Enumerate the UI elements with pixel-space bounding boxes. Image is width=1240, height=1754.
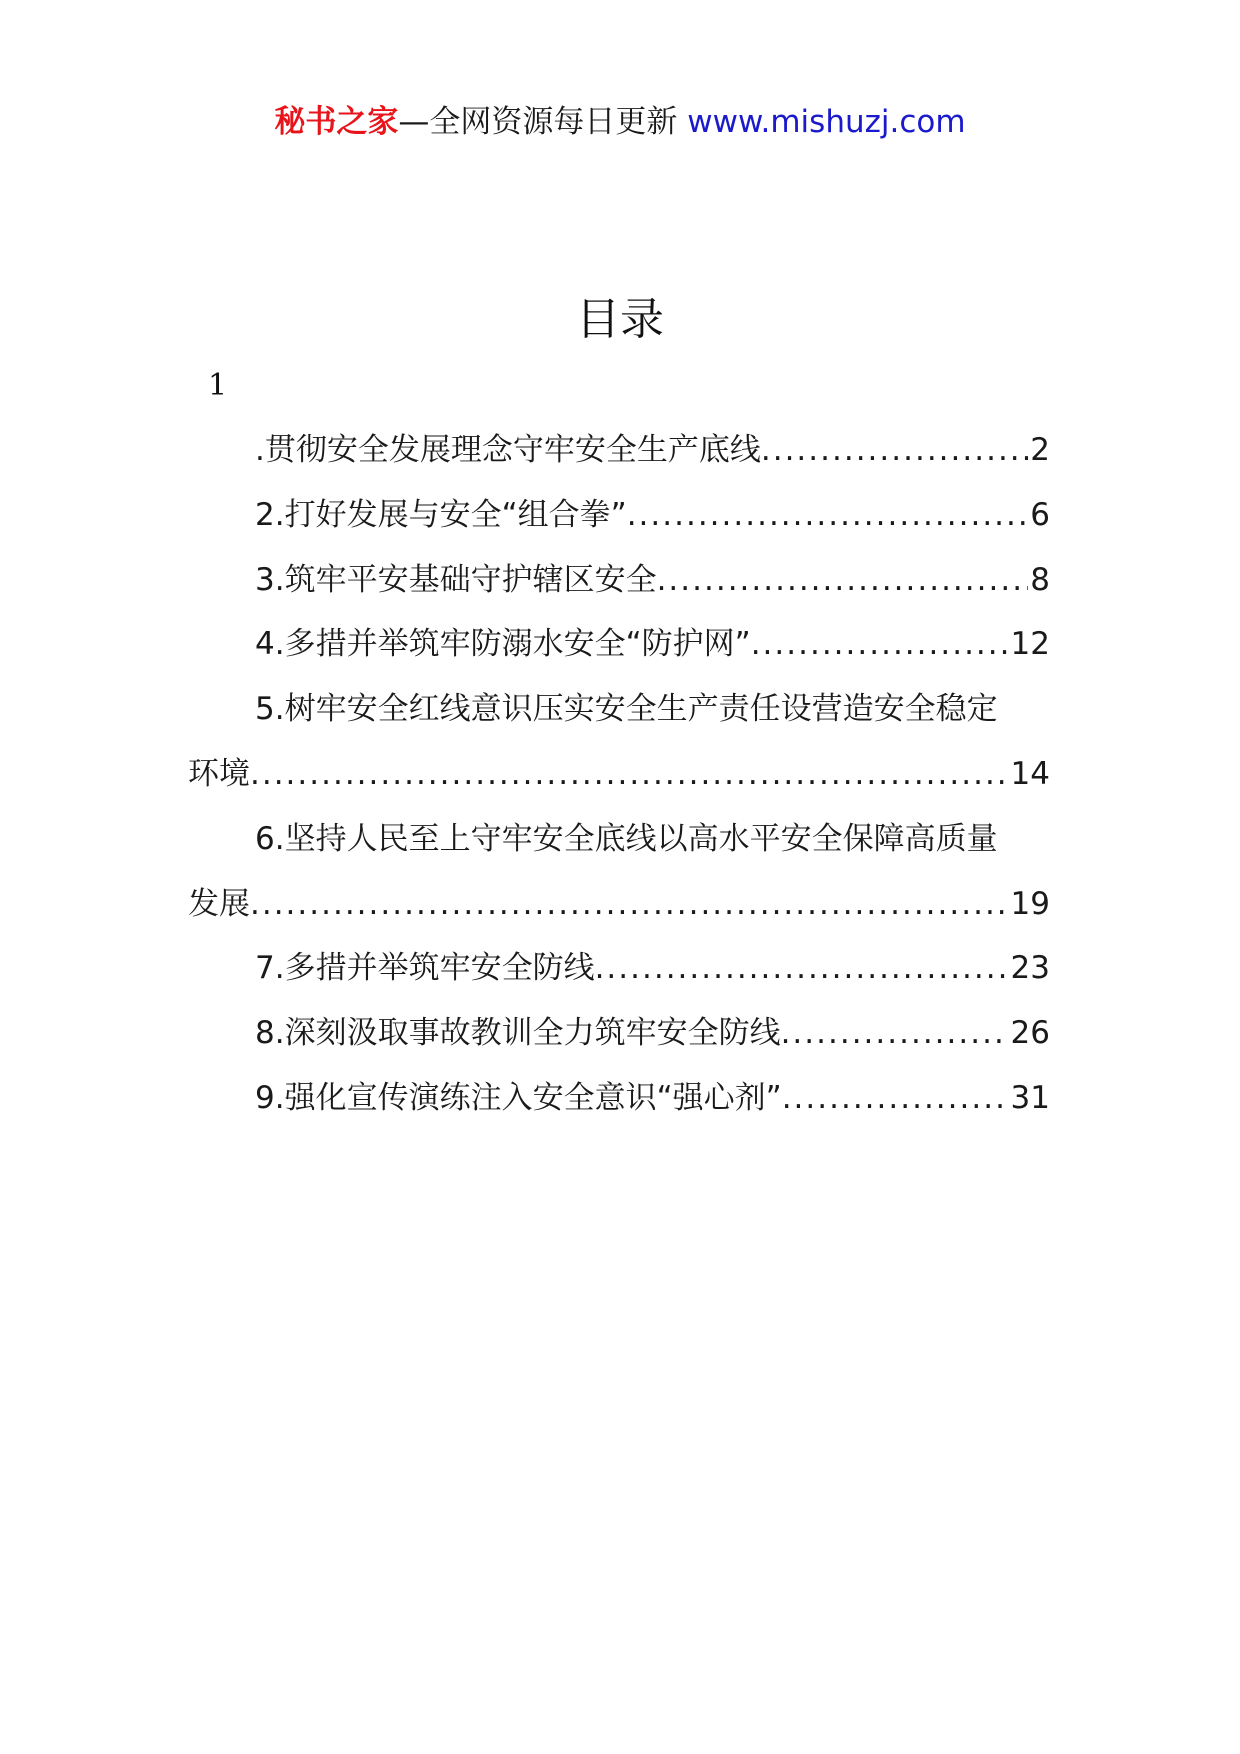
toc-entry-title-continuation: 发展 — [188, 885, 250, 922]
toc-entry-title: 7.多措并举筑牢安全防线 — [255, 950, 595, 987]
toc-leader-dots — [627, 483, 1029, 548]
toc-entry-7[interactable] — [188, 936, 1050, 1001]
toc-entry-title: 6.坚持人民至上守牢安全底线以高水平安全保障高质量 — [255, 820, 998, 857]
site-url-link[interactable]: www.mishuzj.com — [687, 104, 966, 140]
toc-entry-page: 14 — [1010, 755, 1050, 792]
toc-entry-title: .贯彻安全发展理念守牢安全生产底线 — [255, 432, 761, 468]
toc-entry-page: 26 — [1010, 1015, 1050, 1052]
toc-entry-1[interactable] — [188, 418, 1050, 483]
table-of-contents — [188, 418, 1050, 1131]
toc-leader-dots — [657, 548, 1029, 613]
banner-slogan: —全网资源每日更新 — [398, 104, 678, 140]
toc-entry-4[interactable] — [188, 612, 1050, 677]
toc-entry-5[interactable] — [188, 677, 1050, 742]
toc-entry-2[interactable] — [188, 483, 1050, 548]
toc-entry-page: 31 — [1010, 1079, 1050, 1116]
toc-entry-page: 19 — [1010, 885, 1050, 922]
stray-page-number: 1 — [208, 368, 228, 403]
toc-entry-title: 5.树牢安全红线意识压实安全生产责任设营造安全稳定 — [255, 691, 998, 728]
toc-entry-title: 4.多措并举筑牢防溺水安全“防护网” — [255, 626, 751, 663]
brand-name: 秘书之家 — [274, 104, 399, 140]
toc-entry-page: 6 — [1030, 496, 1050, 533]
toc-leader-dots — [250, 872, 1009, 937]
toc-entry-9[interactable] — [188, 1066, 1050, 1131]
toc-entry-title: 8.深刻汲取事故教训全力筑牢安全防线 — [255, 1015, 781, 1052]
toc-entry-title: 9.强化宣传演练注入安全意识“强心剂” — [255, 1079, 782, 1116]
toc-entry-title-continuation: 环境 — [188, 755, 250, 792]
toc-entry-page: 8 — [1030, 561, 1050, 598]
toc-entry-6-continuation[interactable] — [188, 872, 1050, 937]
toc-leader-dots — [761, 418, 1028, 483]
toc-entry-page: 12 — [1010, 626, 1050, 663]
toc-leader-dots — [751, 612, 1009, 677]
toc-entry-page: 23 — [1010, 950, 1050, 987]
toc-leader-dots — [782, 1066, 1009, 1131]
site-banner — [0, 100, 1240, 144]
page-title: 目录 — [576, 294, 664, 345]
toc-entry-6[interactable] — [188, 807, 1050, 872]
toc-leader-dots — [595, 936, 1009, 1001]
toc-leader-dots — [250, 742, 1009, 807]
toc-entry-8[interactable] — [188, 1001, 1050, 1066]
toc-entry-5-continuation[interactable] — [188, 742, 1050, 807]
toc-entry-title: 2.打好发展与安全“组合拳” — [255, 496, 627, 533]
toc-entry-title: 3.筑牢平安基础守护辖区安全 — [255, 561, 657, 598]
toc-leader-dots — [781, 1001, 1009, 1066]
toc-entry-page: 2 — [1030, 432, 1050, 468]
toc-entry-3[interactable] — [188, 548, 1050, 613]
